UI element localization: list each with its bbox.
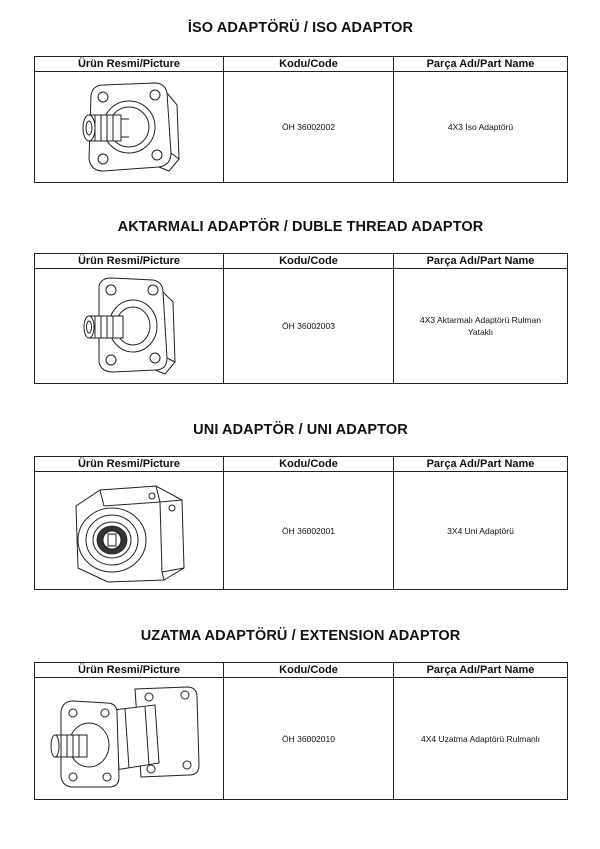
header-part-name: Parça Adı/Part Name: [394, 457, 568, 472]
header-part-name: Parça Adı/Part Name: [394, 57, 568, 72]
product-part-name: 4X3 İso Adaptörü: [394, 72, 568, 183]
header-code: Kodu/Code: [224, 57, 394, 72]
table-header-row: [35, 663, 568, 678]
header-code: Kodu/Code: [224, 254, 394, 269]
table-row: [35, 269, 568, 384]
section-title: UZATMA ADAPTÖRÜ / EXTENSION ADAPTOR: [140, 628, 461, 644]
product-part-name: 4X4 Uzatma Adaptörü Rulmanlı: [394, 678, 568, 800]
section-title: İSO ADAPTÖRÜ / ISO ADAPTOR: [187, 20, 414, 36]
product-table: [34, 662, 568, 800]
product-picture-cell: [35, 72, 224, 183]
header-part-name: Parça Adı/Part Name: [394, 663, 568, 678]
product-part-name: 3X4 Uni Adaptörü: [394, 472, 568, 590]
table-header-row: [35, 57, 568, 72]
table-row: [35, 678, 568, 800]
table-header-row: [35, 457, 568, 472]
table-row: [35, 472, 568, 590]
product-picture-cell: [35, 269, 224, 384]
product-picture-cell: [35, 678, 224, 800]
header-picture: Ürün Resmi/Picture: [35, 457, 224, 472]
header-code: Kodu/Code: [224, 663, 394, 678]
section-title: AKTARMALI ADAPTÖR / DUBLE THREAD ADAPTOR: [117, 219, 484, 235]
header-picture: Ürün Resmi/Picture: [35, 254, 224, 269]
header-part-name: Parça Adı/Part Name: [394, 254, 568, 269]
header-picture: Ürün Resmi/Picture: [35, 57, 224, 72]
duble-thread-adaptor-image: [69, 272, 189, 380]
header-code: Kodu/Code: [224, 457, 394, 472]
product-picture-cell: [35, 472, 224, 590]
product-code: ÖH 36002001: [224, 472, 394, 590]
header-picture: Ürün Resmi/Picture: [35, 663, 224, 678]
extension-adaptor-image: [49, 681, 209, 797]
product-code: ÖH 36002010: [224, 678, 394, 800]
product-table: [34, 456, 568, 590]
iso-adaptor-image: [69, 75, 189, 179]
product-part-name: 4X3 Aktarmalı Adaptörü Rulman Yataklı: [394, 269, 568, 384]
product-table: [34, 56, 568, 183]
uni-adaptor-image: [64, 476, 194, 586]
product-code: ÖH 36002002: [224, 72, 394, 183]
product-code: ÖH 36002003: [224, 269, 394, 384]
table-row: [35, 72, 568, 183]
table-header-row: [35, 254, 568, 269]
product-table: [34, 253, 568, 384]
section-title: UNI ADAPTÖR / UNI ADAPTOR: [193, 422, 408, 438]
